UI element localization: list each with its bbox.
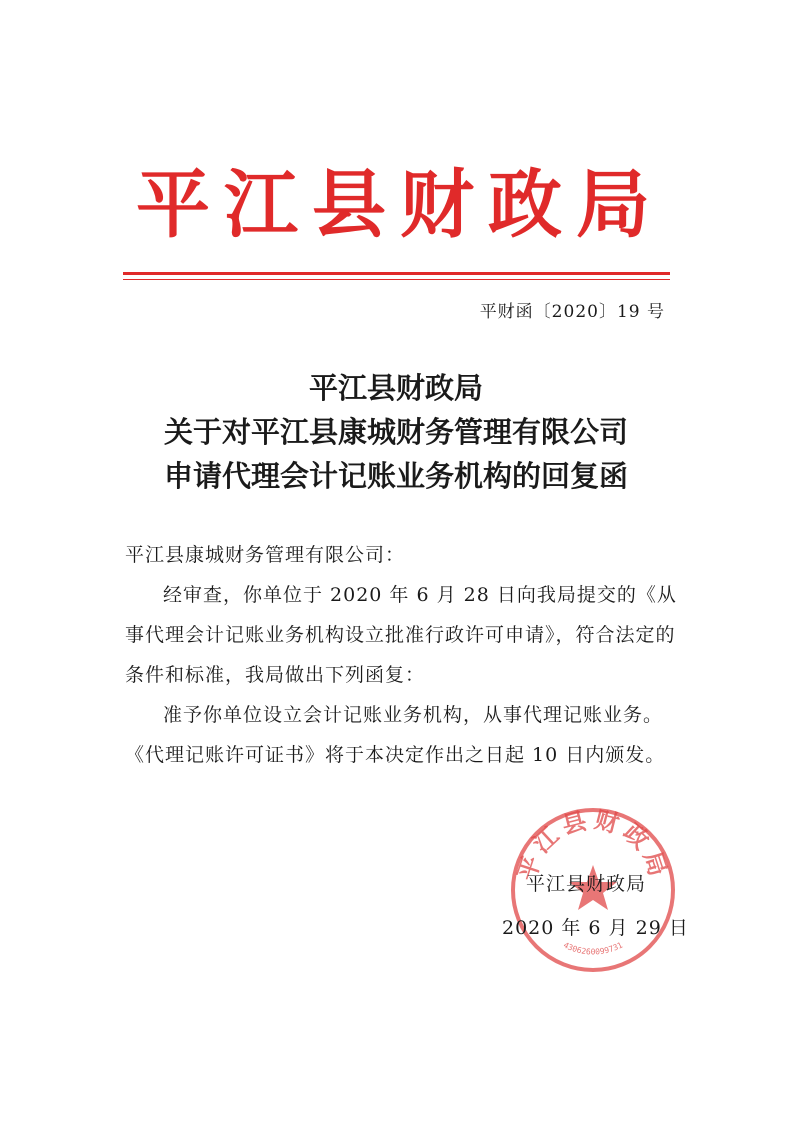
masthead-rule-thin bbox=[123, 279, 670, 280]
signature-block bbox=[470, 862, 700, 950]
paragraph-review: 经审查，你单位于 2020 年 6 月 28 日向我局提交的《从事代理会计记账业务机构设立批准行政许可申请》，符合法定的条件和标准，我局做出下列函复： bbox=[125, 584, 677, 686]
seal-arc-text: 平江县财政局 bbox=[512, 805, 674, 885]
masthead-title: 平江县财政局 bbox=[136, 162, 664, 248]
paragraph-approval: 准予你单位设立会计记账业务机构，从事代理记账业务。《代理记账许可证书》将于本决定作出之日起 10 日内颁发。 bbox=[125, 704, 666, 766]
signature-organization: 平江县财政局 bbox=[526, 873, 647, 895]
masthead-rule-thick bbox=[123, 272, 670, 275]
title-line-1: 平江县财政局 bbox=[308, 371, 483, 405]
title-line-2: 关于对平江县康城财务管理有限公司 bbox=[163, 415, 628, 449]
signature-date: 2020 年 6 月 29 日 bbox=[502, 917, 689, 939]
seal-code-text: 4306260099731 bbox=[561, 940, 625, 957]
title-line-3: 申请代理会计记账业务机构的回复函 bbox=[163, 459, 628, 493]
letter-body bbox=[125, 535, 677, 775]
document-title bbox=[96, 366, 696, 498]
document-number: 平财函〔2020〕19 号 bbox=[479, 302, 665, 322]
salutation: 平江县康城财务管理有限公司： bbox=[125, 544, 406, 566]
